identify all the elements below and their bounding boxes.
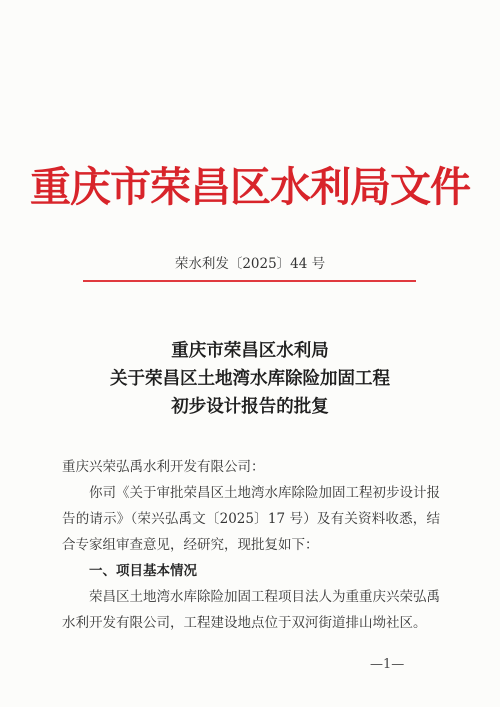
recipient-line: 重庆兴荣弘禹水利开发有限公司： — [62, 459, 265, 475]
red-divider-line — [83, 280, 416, 282]
body-paragraph: 你司《关于审批荣昌区土地湾水库除险加固工程初步设计报告的请示》（荣兴弘禹文〔2025〕17 号）及有关资料收悉，结合专家组审查意见，经研究，现批复如下： — [62, 485, 440, 553]
document-number: 荣水利发〔2025〕44 号 — [174, 256, 326, 272]
body-paragraph: 荣昌区土地湾水库除险加固工程项目法人为重重庆兴荣弘禹水利开发有限公司，工程建设地点位于双河街道排山坳社区。 — [62, 589, 440, 631]
section-heading: 一、项目基本情况 — [89, 563, 197, 579]
title-line-3: 初步设计报告的批复 — [171, 397, 329, 417]
page-number: —1— — [370, 657, 405, 672]
document-body — [62, 454, 440, 636]
document-masthead: 重庆市荣昌区水利局文件 — [30, 163, 470, 211]
title-line-1: 重庆市荣昌区水利局 — [171, 341, 329, 361]
document-title — [0, 337, 500, 421]
title-line-2: 关于荣昌区土地湾水库除险加固工程 — [110, 369, 390, 389]
